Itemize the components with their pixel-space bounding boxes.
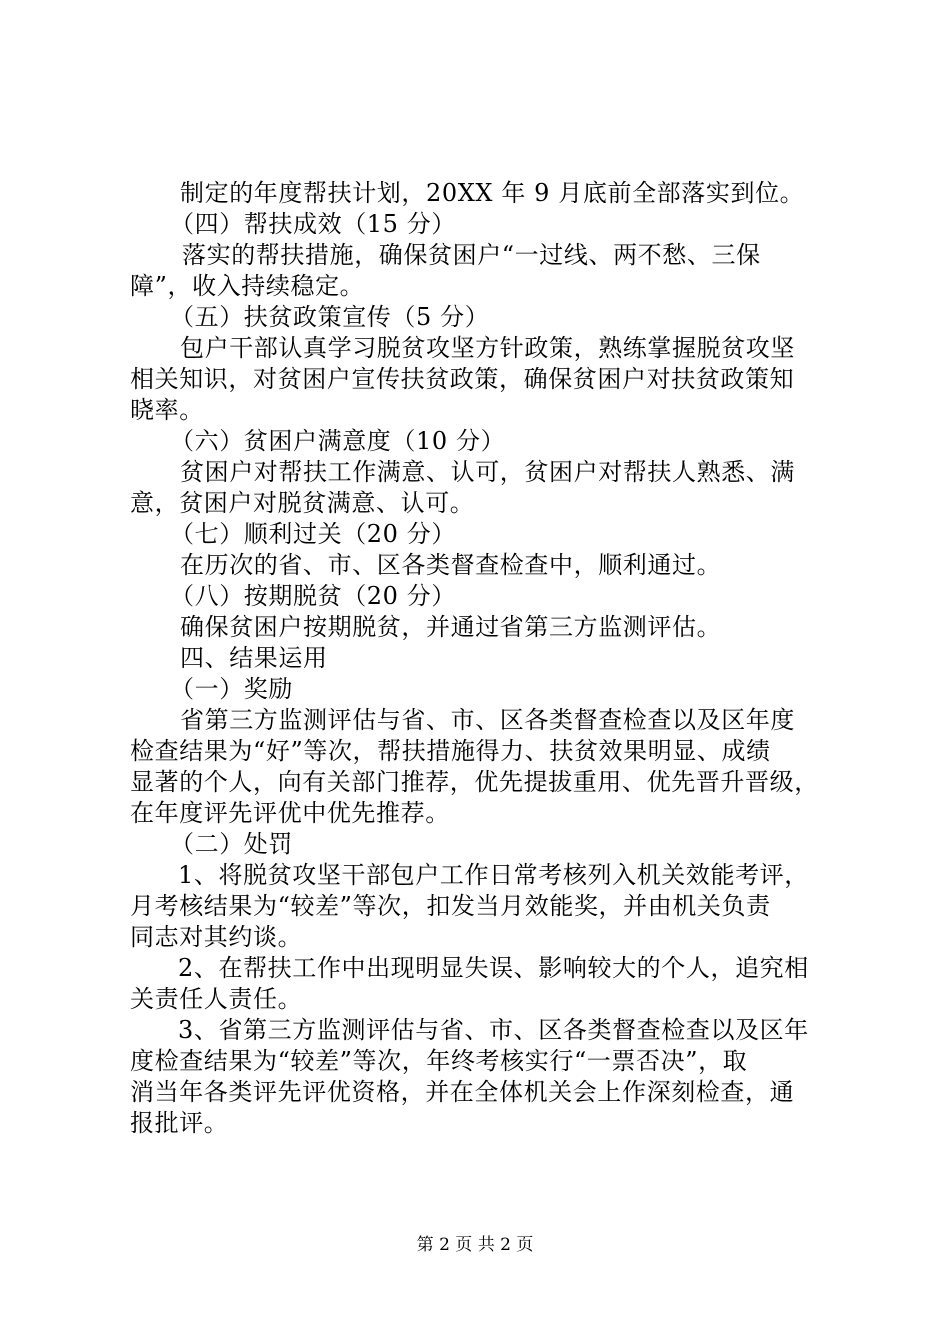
body-line: 显著的个人，向有关部门推荐，优先提拔重用、优先晋升晋级， xyxy=(130,768,819,796)
section-heading: （五）扶贫政策宣传（5 分） xyxy=(170,303,490,331)
page-number-footer: 第 2 页 共 2 页 xyxy=(416,1235,534,1255)
body-line: 制定的年度帮扶计划，20XX 年 9 月底前全部落实到位。 xyxy=(180,179,805,207)
body-line: 障”，收入持续稳定。 xyxy=(130,272,365,300)
body-line: 2、在帮扶工作中出现明显失误、影响较大的个人，追究相 xyxy=(178,954,809,982)
body-line: 包户干部认真学习脱贫攻坚方针政策，熟练掌握脱贫攻坚 xyxy=(180,334,795,362)
body-line: 在年度评先评优中优先推荐。 xyxy=(130,799,450,827)
body-line: 晓率。 xyxy=(130,396,204,424)
body-line: 报批评。 xyxy=(130,1109,229,1137)
body-line: 月考核结果为“较差”等次，扣发当月效能奖，并由机关负责 xyxy=(130,892,771,920)
body-line: 同志对其约谈。 xyxy=(130,923,303,951)
section-heading: （七）顺利过关（20 分） xyxy=(170,520,456,548)
body-line: 度检查结果为“较差”等次，年终考核实行“一票否决”，取 xyxy=(130,1047,748,1075)
body-line: 1、将脱贫攻坚干部包户工作日常考核列入机关效能考评， xyxy=(178,861,809,889)
body-line: 贫困户对帮扶工作满意、认可，贫困户对帮扶人熟悉、满 xyxy=(180,458,795,486)
chapter-heading: 四、结果运用 xyxy=(180,644,328,672)
section-heading: （六）贫困户满意度（10 分） xyxy=(170,427,506,455)
body-line: 落实的帮扶措施，确保贫困户“一过线、两不愁、三保 xyxy=(182,241,761,269)
body-line: 在历次的省、市、区各类督查检查中，顺利通过。 xyxy=(180,551,722,579)
body-line: 消当年各类评先评优资格，并在全体机关会上作深刻检查，通 xyxy=(130,1078,795,1106)
section-heading: （四）帮扶成效（15 分） xyxy=(170,210,456,238)
body-line: 检查结果为“好”等次，帮扶措施得力、扶贫效果明显、成绩 xyxy=(130,737,771,765)
section-heading: （二）处罚 xyxy=(170,830,293,858)
body-line: 3、省第三方监测评估与省、市、区各类督查检查以及区年 xyxy=(178,1016,809,1044)
body-line: 确保贫困户按期脱贫，并通过省第三方监测评估。 xyxy=(180,613,722,641)
section-heading: （八）按期脱贫（20 分） xyxy=(170,582,456,610)
body-line: 省第三方监测评估与省、市、区各类督查检查以及区年度 xyxy=(180,706,795,734)
body-line: 意，贫困户对脱贫满意、认可。 xyxy=(130,489,475,517)
body-line: 相关知识，对贫困户宣传扶贫政策，确保贫困户对扶贫政策知 xyxy=(130,365,795,393)
body-line: 关责任人责任。 xyxy=(130,985,303,1013)
section-heading: （一）奖励 xyxy=(170,675,293,703)
